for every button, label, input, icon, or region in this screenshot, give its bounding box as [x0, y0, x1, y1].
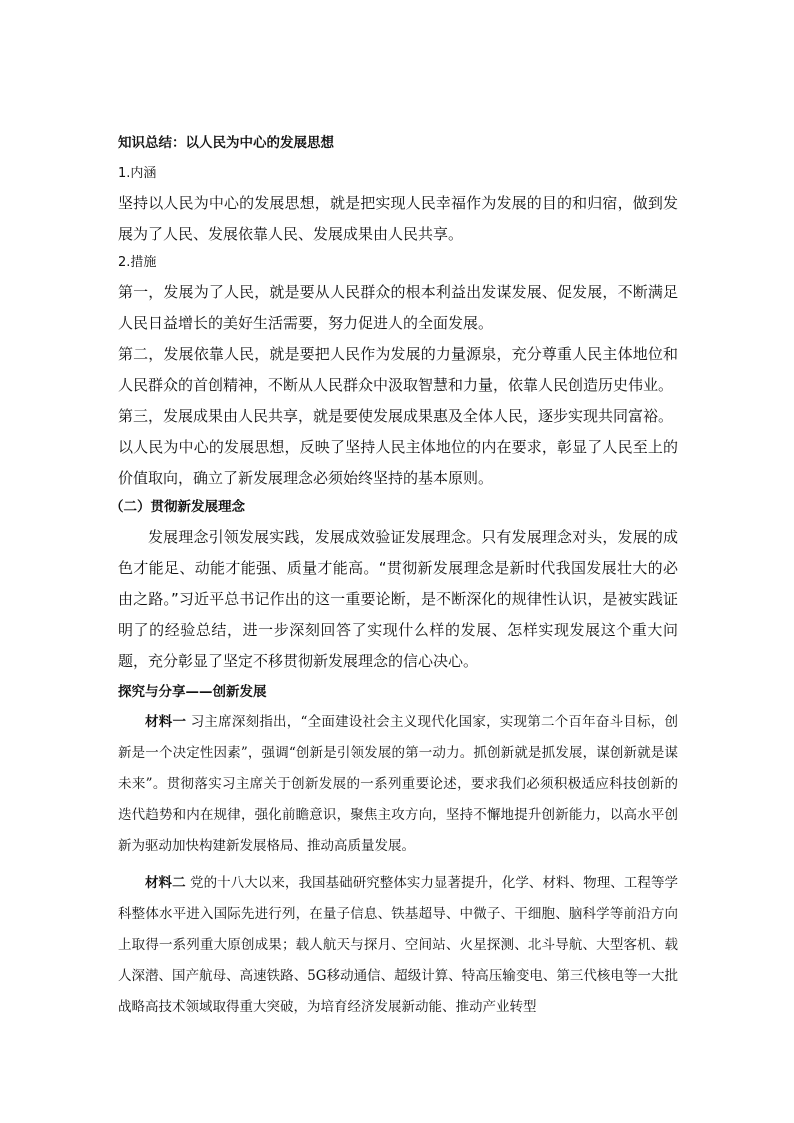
- section-heading-connotation: 1.内涵: [118, 166, 157, 181]
- section-two-paragraph: 发展理念引领发展实践，发展成效验证发展理念。只有发展理念对头，发展的成色才能足、动能才能强、质量才能高。“贯彻新发展理念是新时代我国发展壮大的必由之路。”习近平总书记作出的这一重要论断，是不断深化的规律性认识，是被实践证明了的经验总结，进一步深刻回答了实现什么样的发展、怎样实现发展这个重大问题，充分彰显了坚定不移贯彻新发展理念的信心决心。: [118, 528, 678, 670]
- conclusion-paragraph: 以人民为中心的发展思想，反映了坚持人民主体地位的内在要求，彰显了人民至上的价值取向，确立了新发展理念必须始终坚持的基本原则。: [118, 438, 678, 487]
- material-one-text: 习主席深刻指出，“全面建设社会主义现代化国家，实现第二个百年奋斗目标，创新是一个决定性因素”，强调“创新是引领发展的第一动力。抓创新就是抓发展，谋创新就是谋未来”。贯彻落实习主席关于创新发展的一系列重要论述，要求我们必须积极适应科技创新的迭代趋势和内在规律，强化前瞻意识，聚焦主攻方向，坚持不懈地提升创新能力，以高水平创新为驱动加快构建新发展格局、推动高质量发展。: [118, 714, 678, 854]
- material-two-paragraph: [118, 868, 678, 1023]
- section-heading-measures: 2.措施: [118, 255, 157, 270]
- section-two-heading: （二）贯彻新发展理念: [110, 499, 245, 515]
- measure-third-paragraph: 第三，发展成果由人民共享，就是要使发展成果惠及全体人民，逐步实现共同富裕。: [118, 407, 674, 425]
- measure-second-paragraph: 第二，发展依靠人民，就是要把人民作为发展的力量源泉，充分尊重人民主体地位和人民群众的首创精神，不断从人民群众中汲取智慧和力量，依靠人民创造历史伟业。: [118, 345, 678, 394]
- connotation-paragraph: 坚持以人民为中心的发展思想，就是把实现人民幸福作为发展的目的和归宿，做到发展为了人民、发展依靠人民、发展成果由人民共享。: [118, 194, 678, 243]
- measure-first-paragraph: 第一，发展为了人民，就是要从人民群众的根本利益出发谋发展、促发展，不断满足人民日益增长的美好生活需要，努力促进人的全面发展。: [118, 283, 678, 332]
- document-page: [110, 132, 678, 1023]
- material-one-label: 材料一: [145, 714, 187, 730]
- explore-share-heading: 探究与分享——创新发展: [118, 684, 267, 700]
- material-one-paragraph: [118, 707, 678, 862]
- material-two-text: 党的十八大以来，我国基础研究整体实力显著提升，化学、材料、物理、工程等学科整体水平进入国际先进行列，在量子信息、铁基超导、中微子、干细胞、脑科学等前沿方向上取得一系列重大原创成果；载人航天与探月、空间站、火星探测、北斗导航、大型客机、载人深潜、国产航母、高速铁路、5G移动通信、超级计算、特高压输变电、第三代核电等一大批战略高技术领域取得重大突破，为培育经济发展新动能、推动产业转型: [118, 875, 678, 1015]
- material-two-label: 材料二: [145, 875, 186, 891]
- summary-title: 知识总结：以人民为中心的发展思想: [118, 135, 334, 151]
